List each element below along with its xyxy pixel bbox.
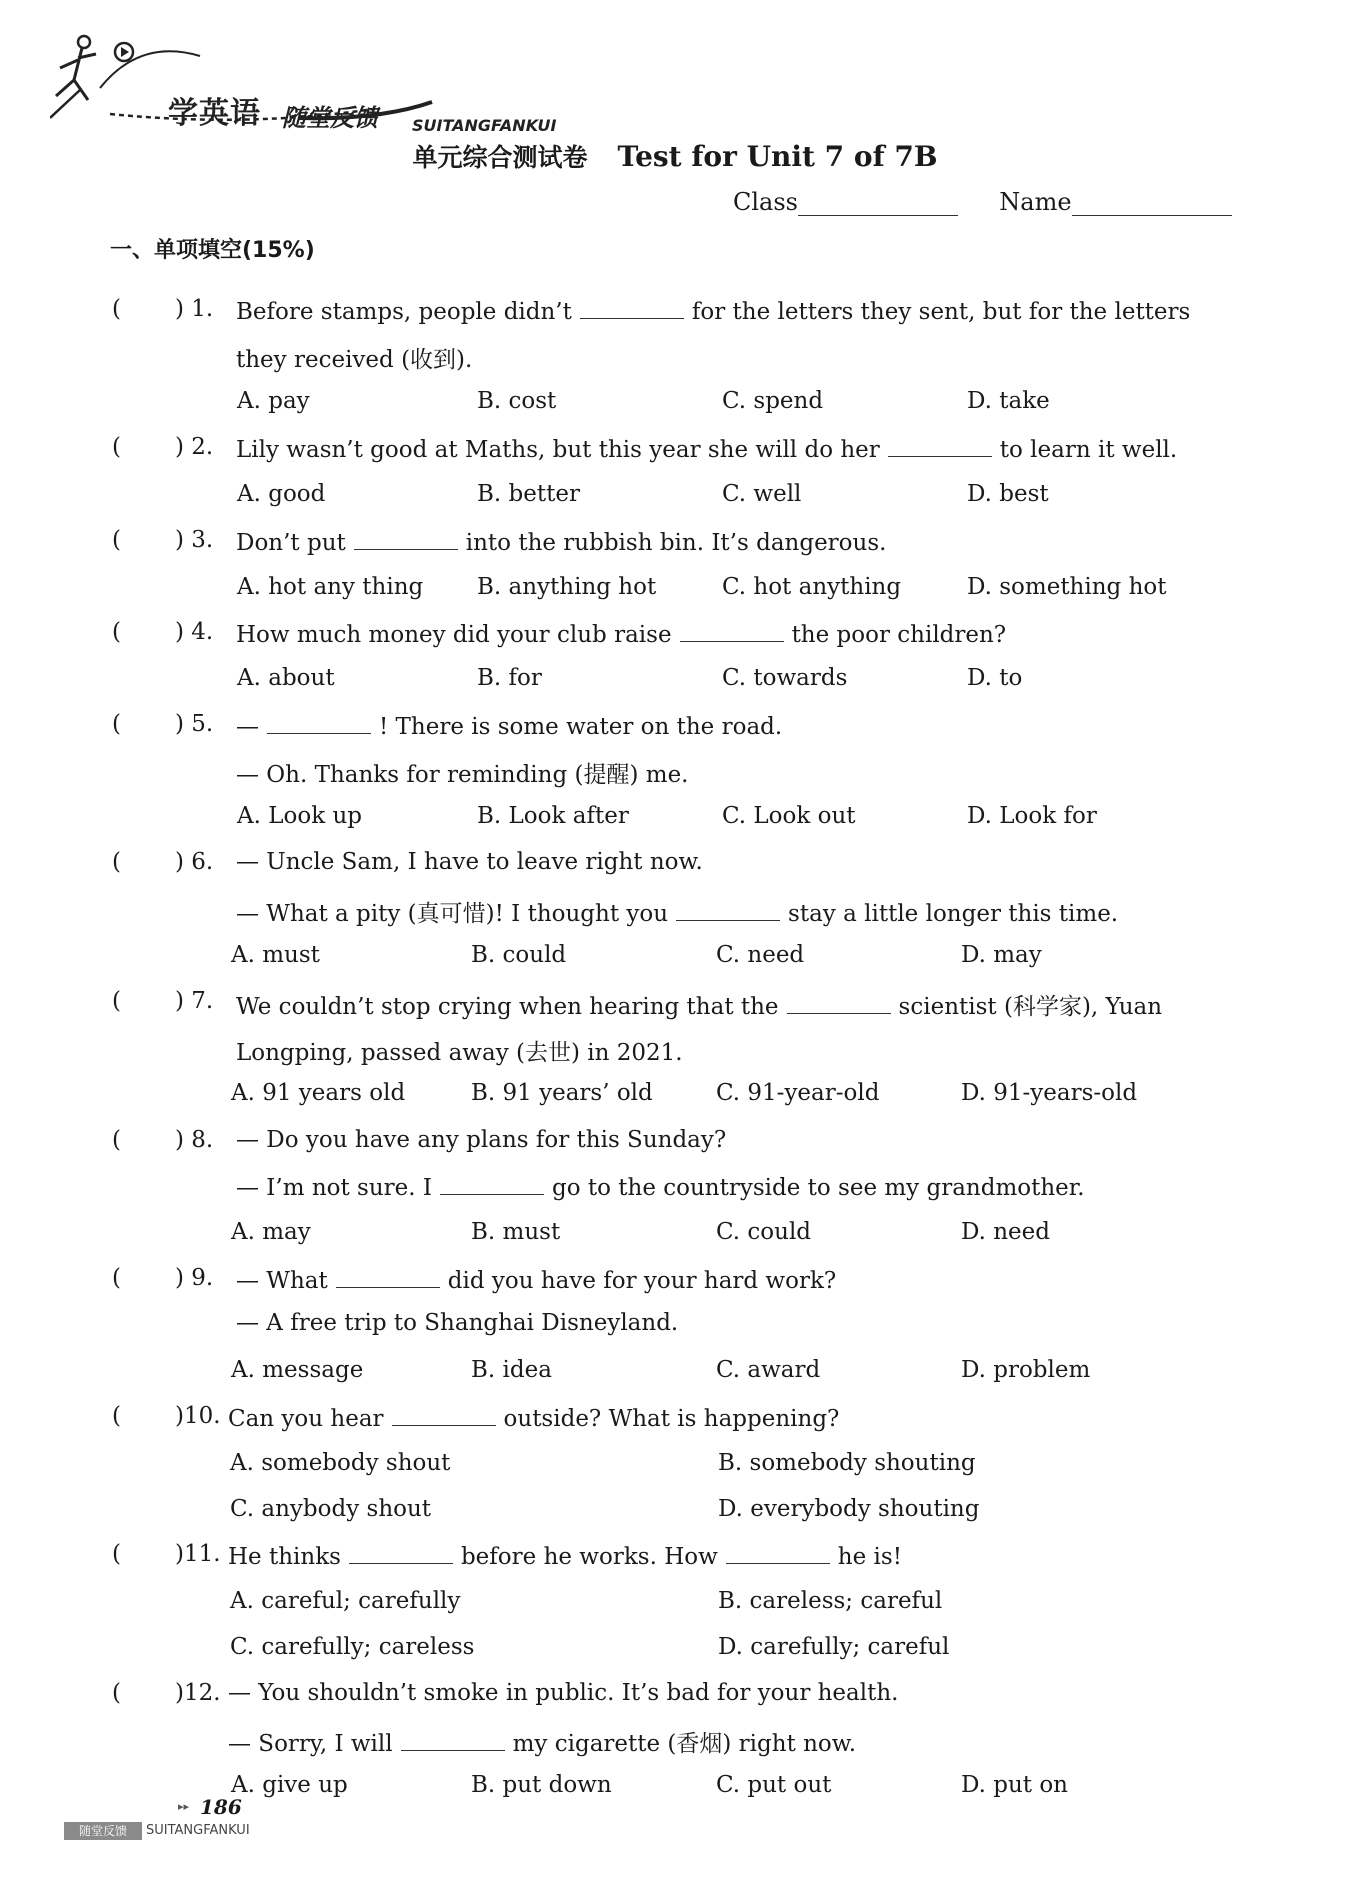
question-text [228, 1725, 856, 1758]
answer-option[interactable]: B. anything hot [477, 574, 657, 600]
logo-subtitle-en: SUITANGFANKUI [412, 116, 557, 135]
question-text [236, 434, 1177, 463]
answer-blank[interactable] [888, 434, 992, 457]
answer-option[interactable]: C. spend [722, 388, 824, 414]
answer-option[interactable]: A. careful; carefully [230, 1588, 461, 1614]
title-en: Test for Unit 7 of 7B [617, 140, 938, 173]
question-text-segment: — [236, 714, 259, 740]
question-text-segment: — What a pity (真可惜)! I thought you [236, 901, 669, 927]
question-text [228, 1680, 898, 1706]
answer-option[interactable]: A. pay [237, 388, 310, 414]
answer-option[interactable]: B. must [471, 1219, 561, 1245]
answer-option[interactable]: D. need [961, 1219, 1051, 1245]
answer-blank[interactable] [726, 1541, 830, 1564]
answer-option[interactable]: D. best [967, 481, 1049, 507]
question-text [236, 619, 1006, 648]
question-text [236, 849, 703, 875]
question-text-segment: We couldn’t stop crying when hearing that the [236, 994, 779, 1020]
answer-blank[interactable] [787, 991, 891, 1014]
answer-option[interactable]: D. take [967, 388, 1050, 414]
answer-bracket[interactable]: ( [112, 296, 121, 322]
answer-option[interactable]: A. about [237, 665, 335, 691]
header-logo [50, 28, 557, 135]
question-text [228, 1541, 902, 1570]
answer-blank[interactable] [392, 1403, 496, 1426]
question-text-segment: How much money did your club raise [236, 622, 672, 648]
question-text-segment: Longping, passed away (去世) in 2021. [236, 1040, 683, 1066]
question-text-segment: Lily wasn’t good at Maths, but this year she will do her [236, 437, 880, 463]
question-text-segment: before he works. How [460, 1544, 718, 1570]
answer-option[interactable]: D. put on [961, 1772, 1068, 1798]
question-text [236, 527, 886, 556]
question-text-segment: — Sorry, I will [228, 1731, 393, 1757]
answer-option[interactable]: B. better [477, 481, 580, 507]
question-number: )11. [175, 1541, 221, 1567]
question-text [236, 1034, 683, 1067]
answer-option[interactable]: C. need [716, 942, 805, 968]
question-text [236, 1265, 836, 1294]
answer-option[interactable]: A. may [231, 1219, 311, 1245]
question-text-segment: ! There is some water on the road. [379, 714, 783, 740]
answer-bracket[interactable]: ( [112, 1680, 121, 1706]
answer-option[interactable]: C. could [716, 1219, 812, 1245]
question-text-segment: He thinks [228, 1544, 341, 1570]
question-text-segment: — Do you have any plans for this Sunday? [236, 1127, 727, 1153]
answer-option[interactable]: B. cost [477, 388, 557, 414]
question-number: ) 9. [175, 1265, 214, 1291]
answer-option[interactable]: D. problem [961, 1357, 1091, 1383]
answer-option[interactable]: A. must [231, 942, 320, 968]
question-text [236, 711, 782, 740]
question-text-segment: — Uncle Sam, I have to leave right now. [236, 849, 703, 875]
answer-blank[interactable] [676, 898, 780, 921]
question-text [236, 988, 1162, 1021]
question-text-segment: Don’t put [236, 530, 346, 556]
question-text-segment: — Oh. Thanks for reminding (提醒) me. [236, 762, 689, 788]
question-text-segment: the poor children? [791, 622, 1007, 648]
footer-badge: 随堂反馈 [64, 1822, 142, 1840]
question-text-segment: go to the countryside to see my grandmother. [551, 1175, 1085, 1201]
question-text-segment: my cigarette (香烟) right now. [512, 1731, 857, 1757]
answer-option[interactable]: B. put down [471, 1772, 612, 1798]
logo-subtitle-cn: 随堂反馈 [282, 104, 378, 132]
answer-option[interactable]: A. hot any thing [237, 574, 424, 600]
page-title [0, 138, 1350, 174]
answer-option[interactable]: A. 91 years old [231, 1080, 406, 1106]
question-text-segment: — I’m not sure. I [236, 1175, 432, 1201]
question-number: )12. [175, 1680, 221, 1706]
answer-option[interactable]: B. somebody shouting [718, 1450, 976, 1476]
class-name-fields [733, 188, 1232, 216]
question-text-segment: stay a little longer this time. [788, 901, 1119, 927]
question-text-segment: Before stamps, people didn’t [236, 299, 572, 325]
answer-option[interactable]: A. Look up [237, 803, 362, 829]
answer-bracket[interactable]: ( [112, 1403, 121, 1429]
answer-bracket[interactable]: ( [112, 1127, 121, 1153]
answer-option[interactable]: C. carefully; careless [230, 1634, 475, 1660]
question-number: ) 4. [175, 619, 214, 645]
answer-option[interactable]: C. award [716, 1357, 821, 1383]
answer-blank[interactable] [354, 527, 458, 550]
question-number: ) 1. [175, 296, 214, 322]
section-heading: 一、单项填空(15%) [110, 238, 315, 263]
answer-option[interactable]: B. 91 years’ old [471, 1080, 653, 1106]
question-number: ) 8. [175, 1127, 214, 1153]
question-text-segment: they received (收到). [236, 347, 473, 373]
answer-blank[interactable] [336, 1265, 440, 1288]
question-text-segment: outside? What is happening? [503, 1406, 840, 1432]
answer-option[interactable]: D. something hot [967, 574, 1167, 600]
question-text [236, 756, 689, 789]
answer-option[interactable]: B. idea [471, 1357, 552, 1383]
question-text [228, 1403, 839, 1432]
answer-option[interactable]: B. careless; careful [718, 1588, 943, 1614]
question-text [236, 1172, 1085, 1201]
answer-option[interactable]: D. everybody shouting [718, 1496, 980, 1522]
answer-option[interactable]: C. well [722, 481, 802, 507]
footer-brand: SUITANGFANKUI [146, 1823, 250, 1838]
answer-option[interactable]: C. hot anything [722, 574, 902, 600]
question-text-segment: into the rubbish bin. It’s dangerous. [465, 530, 887, 556]
answer-option[interactable]: C. anybody shout [230, 1496, 432, 1522]
name-label: Name [999, 188, 1072, 216]
answer-blank[interactable] [267, 711, 371, 734]
question-text [236, 1310, 678, 1336]
question-text [236, 1127, 726, 1153]
answer-bracket[interactable]: ( [112, 1541, 121, 1567]
answer-option[interactable]: D. to [967, 665, 1023, 691]
answer-blank[interactable] [440, 1172, 544, 1195]
question-text [236, 895, 1118, 928]
answer-option[interactable]: C. 91-year-old [716, 1080, 880, 1106]
answer-blank[interactable] [580, 296, 684, 319]
question-text-segment: — A free trip to Shanghai Disneyland. [236, 1310, 679, 1336]
answer-option[interactable]: D. 91-years-old [961, 1080, 1138, 1106]
question-text-segment: he is! [837, 1544, 902, 1570]
answer-bracket[interactable]: ( [112, 619, 121, 645]
class-label: Class [733, 188, 798, 216]
question-number: ) 2. [175, 434, 214, 460]
answer-bracket[interactable]: ( [112, 434, 121, 460]
answer-option[interactable]: D. carefully; careful [718, 1634, 950, 1660]
class-field[interactable] [798, 191, 958, 216]
answer-option[interactable]: C. towards [722, 665, 848, 691]
answer-bracket[interactable]: ( [112, 849, 121, 875]
question-text-segment: — You shouldn’t smoke in public. It’s bad for your health. [228, 1680, 899, 1706]
logo-title-cn: 学英语 [168, 96, 261, 131]
answer-option[interactable]: B. Look after [477, 803, 629, 829]
question-text-segment: did you have for your hard work? [447, 1268, 837, 1294]
answer-option[interactable]: A. somebody shout [230, 1450, 451, 1476]
question-number: )10. [175, 1403, 221, 1429]
arrow-icon: ▸▸ [178, 1800, 190, 1813]
answer-option[interactable]: D. may [961, 942, 1042, 968]
answer-option[interactable]: A. give up [231, 1772, 348, 1798]
question-text [236, 296, 1190, 325]
name-field[interactable] [1072, 191, 1232, 216]
question-number: ) 6. [175, 849, 214, 875]
answer-bracket[interactable]: ( [112, 711, 121, 737]
answer-option[interactable]: A. message [231, 1357, 364, 1383]
answer-blank[interactable] [680, 619, 784, 642]
question-number: ) 3. [175, 527, 214, 553]
answer-option[interactable]: B. for [477, 665, 542, 691]
answer-blank[interactable] [349, 1541, 453, 1564]
answer-option[interactable]: D. Look for [967, 803, 1097, 829]
question-text-segment: to learn it well. [999, 437, 1178, 463]
question-text-segment: for the letters they sent, but for the letters [691, 299, 1191, 325]
answer-option[interactable]: C. put out [716, 1772, 832, 1798]
question-text-segment: Can you hear [228, 1406, 384, 1432]
answer-bracket[interactable]: ( [112, 527, 121, 553]
answer-bracket[interactable]: ( [112, 988, 121, 1014]
question-text-segment: scientist (科学家), Yuan [898, 994, 1163, 1020]
answer-blank[interactable] [401, 1728, 505, 1751]
question-text-segment: — What [236, 1268, 328, 1294]
answer-bracket[interactable]: ( [112, 1265, 121, 1291]
page-number: 186 [200, 1795, 242, 1819]
question-number: ) 5. [175, 711, 214, 737]
answer-option[interactable]: A. good [237, 481, 326, 507]
title-cn: 单元综合测试卷 [412, 143, 588, 172]
question-text [236, 341, 472, 374]
answer-option[interactable]: B. could [471, 942, 567, 968]
question-number: ) 7. [175, 988, 214, 1014]
answer-option[interactable]: C. Look out [722, 803, 856, 829]
